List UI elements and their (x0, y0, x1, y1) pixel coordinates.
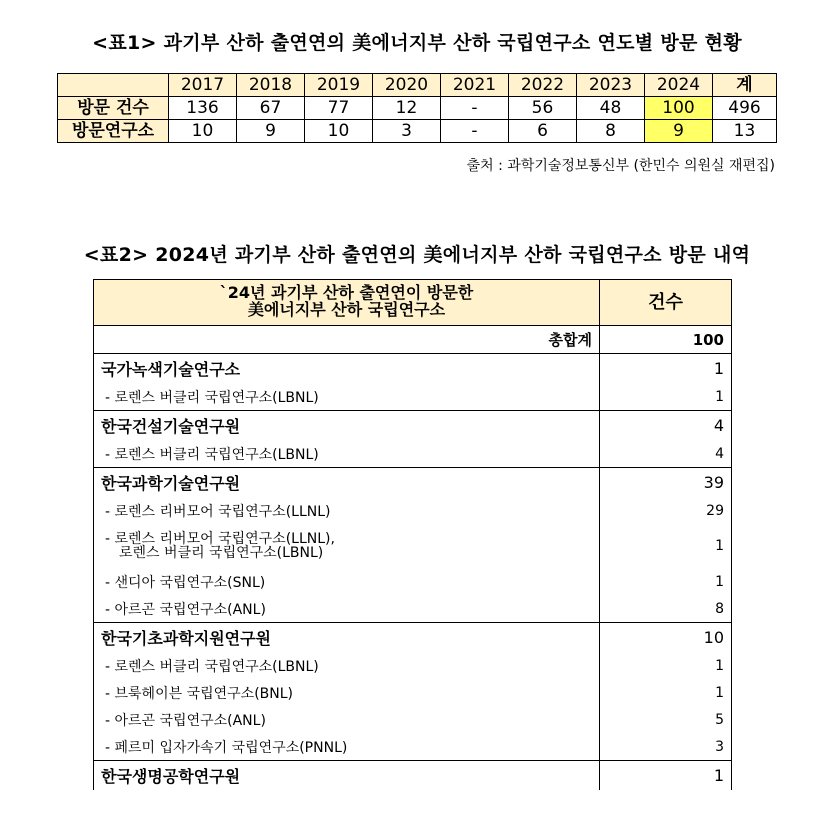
header-cell-2021: 2021 (441, 74, 509, 97)
table-row-institute (94, 411, 732, 441)
lab-count: 8 (600, 595, 732, 623)
table-row-lab (94, 679, 732, 706)
table-row-lab (94, 652, 732, 679)
table1-header-row (58, 74, 777, 97)
lab-count: 1 (600, 383, 732, 411)
header-line: `24년 과기부 산하 출연연이 방문한 (219, 283, 474, 302)
header-cell-empty (58, 74, 169, 97)
table-cell: 496 (713, 97, 777, 120)
institute-count: 4 (600, 411, 732, 441)
lab-name: - 로렌스 버클리 국립연구소(LBNL) (94, 383, 600, 411)
table-row-visit-count (58, 97, 777, 120)
table-row-institute (94, 468, 732, 498)
table2-body (94, 354, 732, 791)
table-cell: 77 (305, 97, 373, 120)
annual-visit-table (57, 73, 777, 143)
institute-name: 국가녹색기술연구소 (94, 354, 600, 384)
table-row-lab (94, 497, 732, 524)
table-row-lab (94, 706, 732, 733)
lab-name: - 아르곤 국립연구소(ANL) (94, 595, 600, 623)
header-cell-count: 건수 (600, 280, 732, 326)
table-row-lab (94, 524, 732, 568)
table-row-lab (94, 733, 732, 761)
institute-name: 한국건설기술연구원 (94, 411, 600, 441)
lab-count: 1 (600, 679, 732, 706)
table-cell: 10 (169, 120, 237, 143)
source-note: 출처 : 과학기술정보통신부 (한민수 의원실 재편집) (466, 158, 775, 174)
lab-name-line: - 로렌스 리버모어 국립연구소(LLNL), (105, 531, 335, 547)
lab-name: - 아르곤 국립연구소(ANL) (94, 706, 600, 733)
lab-name: - 페르미 입자가속기 국립연구소(PNNL) (94, 733, 600, 761)
lab-name: - 로렌스 버클리 국립연구소(LBNL) (94, 652, 600, 679)
highlighted-cell: 9 (645, 120, 713, 143)
total-label: 총합계 (94, 326, 600, 354)
lab-count: 3 (600, 733, 732, 761)
lab-count: 1 (600, 568, 732, 595)
lab-count: 5 (600, 706, 732, 733)
table-cell: 67 (237, 97, 305, 120)
header-cell-2020: 2020 (373, 74, 441, 97)
table-row-institute (94, 354, 732, 384)
table-row-institute (94, 761, 732, 791)
table-cell: 6 (509, 120, 577, 143)
institute-count: 10 (600, 623, 732, 653)
header-cell-2022: 2022 (509, 74, 577, 97)
page-bottom-clip (0, 790, 834, 830)
visit-detail-table (93, 279, 732, 790)
lab-name: - 로렌스 리버모어 국립연구소(LLNL) (94, 497, 600, 524)
table-row-lab (94, 383, 732, 411)
table-cell: 56 (509, 97, 577, 120)
table-row-lab (94, 595, 732, 623)
row-label-visit-count: 방문 건수 (58, 97, 169, 120)
header-cell-2017: 2017 (169, 74, 237, 97)
table-cell: 3 (373, 120, 441, 143)
table1-title: <표1> 과기부 산하 출연연의 美에너지부 산하 국립연구소 연도별 방문 현황 (92, 32, 742, 54)
table-cell: 9 (237, 120, 305, 143)
table2-title: <표2> 2024년 과기부 산하 출연연의 美에너지부 산하 국립연구소 방문 내역 (83, 244, 751, 266)
institute-count: 1 (600, 761, 732, 791)
header-cell-2018: 2018 (237, 74, 305, 97)
header-cell-total: 계 (713, 74, 777, 97)
table-cell: - (441, 120, 509, 143)
institute-count: 1 (600, 354, 732, 384)
lab-name: - 브룩헤이븐 국립연구소(BNL) (94, 679, 600, 706)
table-cell: - (441, 97, 509, 120)
table-cell: 13 (713, 120, 777, 143)
table-row-institute (94, 623, 732, 653)
lab-name (94, 524, 600, 568)
table-row-visited-labs (58, 120, 777, 143)
header-cell-2024: 2024 (645, 74, 713, 97)
highlighted-cell: 100 (645, 97, 713, 120)
header-line: 美에너지부 산하 국립연구소 (247, 300, 446, 319)
lab-count: 4 (600, 440, 732, 468)
header-cell-2019: 2019 (305, 74, 373, 97)
lab-name-line: 로렌스 버클리 국립연구소(LBNL) (119, 545, 324, 561)
lab-count: 29 (600, 497, 732, 524)
table2-header-row (94, 280, 732, 326)
header-cell-2023: 2023 (577, 74, 645, 97)
table-row-total (94, 326, 732, 354)
row-label-visited-labs: 방문연구소 (58, 120, 169, 143)
institute-name: 한국기초과학지원연구원 (94, 623, 600, 653)
lab-name: - 샌디아 국립연구소(SNL) (94, 568, 600, 595)
total-count: 100 (600, 326, 732, 354)
institute-name: 한국생명공학연구원 (94, 761, 600, 791)
lab-count: 1 (600, 652, 732, 679)
lab-name: - 로렌스 버클리 국립연구소(LBNL) (94, 440, 600, 468)
table-cell: 8 (577, 120, 645, 143)
table-cell: 136 (169, 97, 237, 120)
table-cell: 48 (577, 97, 645, 120)
lab-count: 1 (600, 524, 732, 568)
table-cell: 12 (373, 97, 441, 120)
institute-name: 한국과학기술연구원 (94, 468, 600, 498)
institute-count: 39 (600, 468, 732, 498)
table-cell: 10 (305, 120, 373, 143)
table-row-lab (94, 440, 732, 468)
table-row-lab (94, 568, 732, 595)
header-cell-lab (94, 280, 600, 326)
